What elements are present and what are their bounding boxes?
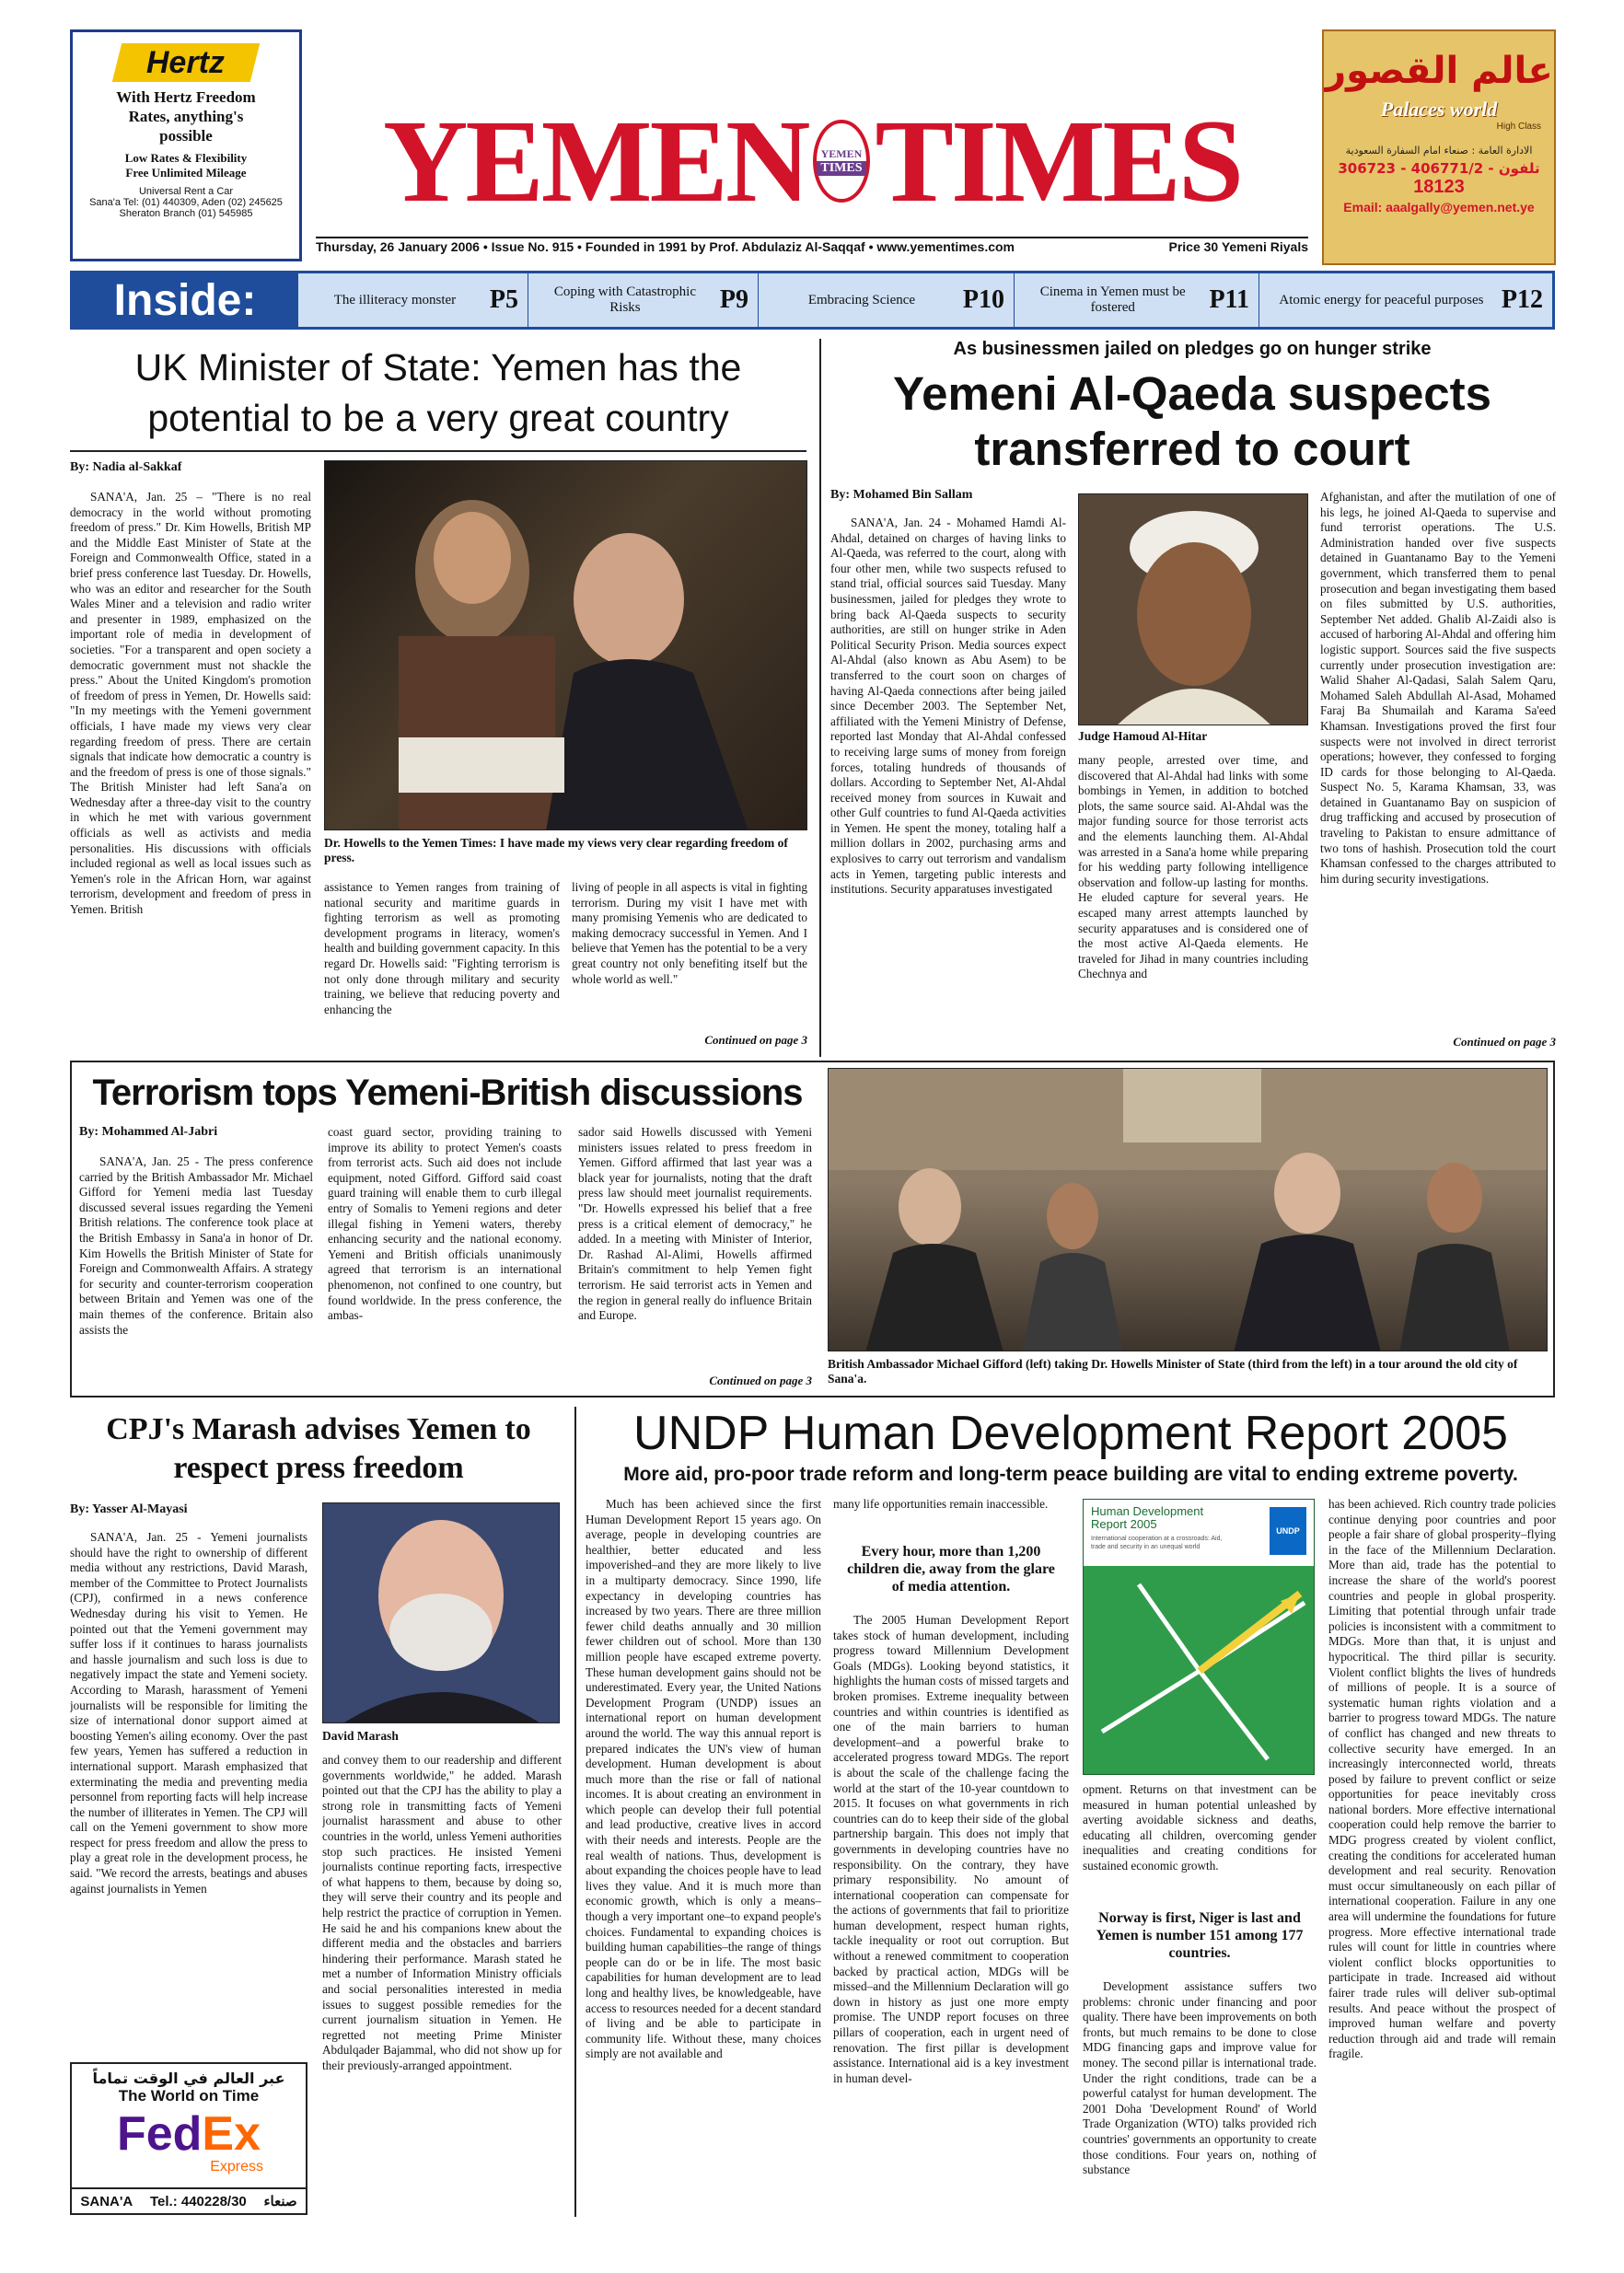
article5-col2a: many life opportunities remain inaccessible. — [833, 1497, 1049, 1511]
inside-item-label: Atomic energy for peaceful purposes — [1279, 292, 1484, 307]
article1-col3: living of people in all aspects is vital in fighting terrorism. During my visit I have met with many promising Yemenis who are dedicated to making democracy successful in Yemen. And I believe that Yemen has the potential to be a very great country not only benefiting itself but the whole world as well." — [572, 880, 807, 986]
article1-photo-image — [325, 461, 807, 830]
article2-byline: By: Mohamed Bin Sallam — [830, 488, 973, 502]
article1-col1: SANA'A, Jan. 25 – "There is no real democracy in the world without promoting freedom of press." Dr. Kim Howells, British MP and the Middle East Minister of State at the Foreign and Commonwealth Office, stated in a brief press conference last Tuesday. Dr. Howells, who was an editor and researcher for the South Wales Miner and a television and radio writer and presenter in 1989, emphasized on the important role of media in development of societies. "For a transparent and open society a democratic government must not shackle the press." About the United Kingdom's promotion of freedom of press in Yemen, Dr. Howells said: "In my meetings with the Yemeni government officials, I have made my views very clear regarding freedom of press. There are certain signals that indicate how democratic a country is and the freedom of press is one of those signals." The British Minister had left Sana'a on Wednesday after a three-day visit to the country in which he met with various government officials as well as activists and media personalities. His discussions with officials included regional as well as local issues such as Yemen's role in the African Horn, war against terrorism, development and freedom of press in Yemen. British — [70, 490, 311, 917]
hdr-cover-title: Human Development Report 2005 — [1091, 1504, 1204, 1531]
article4-caption: David Marash — [322, 1729, 399, 1743]
article3-col1: SANA'A, Jan. 25 - The press conference carried by the British Ambassador Mr. Michael Gifford for Yemeni media last Tuesday discussed several issues regarding the Yemeni British relations. The conference took place at the British Embassy in Sana'a in honor of Dr. Kim Howells the British Minister of State for Foreign and Commonwealth Affairs. A strategy for security and counter-terrorism cooperation between Britain and Yemen was one of the main themes of the conference. Britain also assists the — [79, 1154, 313, 1337]
inside-label-box — [73, 273, 297, 327]
article3-col2: coast guard sector, providing training to improve its ability to protect Yemen's coasts from terrorist acts. Such aid does not include equipment, noted Gifford. Gifford said coast guard training will enable them to curb illegal entry of Somalis to Yemeni regions and deter illegal fishing in Yemeni waters, thereby enhancing security and the national economy. Yemeni and British officials unanimously agreed that terrorism is an international phenomenon, not confined to one country, but found worldwide. In the press conference, the ambas- — [328, 1125, 562, 1323]
inside-item-label: Embracing Science — [807, 292, 916, 307]
masthead-title — [382, 92, 1242, 230]
hertz-company: Universal Rent a Car — [138, 186, 234, 197]
masthead-price: Price 30 Yemeni Riyals — [1168, 239, 1308, 254]
divider — [574, 1407, 576, 2217]
inside-item-1[interactable] — [297, 273, 528, 327]
article2-col3: Afghanistan, and after the mutilation of one of his legs, he joined Al-Qaeda to supervise and fund terrorist operations. The U.S. Administration handed over five suspects detained in Guantanamo Bay to the Yemeni government, which transferred them to penal prosecution and began investigating them based on files submitted by U.S. authorities, September Net added. Ghalib Al-Zaidi also is accused of harboring Al-Ahdal and offering him logistic support. Sources said the five suspects currently under prosecution investigation are: Walid Shaher Al-Qadasi, Salah Salem Qaru, Mohamed Saleh Abdullah Al-Asad, Mohamed Faraj Ba Shumailah and Karama Sa'eed Khamsan. Investigations proved the first four suspects were not involved in direct terrorist operations; however, they confessed to forging ID cards for those belonging to Al-Qaeda. Suspect No. 5, Karama Khamsan, 33, was detained in Guantanamo Bay on suspicion of drug trafficking and accused by prosecution of traveling to Pakistan to ensure admittance of two tons of hashish. Prosecution told the court Khamsan confessed to the charges attributed to him during security investigations. — [1320, 490, 1556, 886]
article4-photo — [322, 1502, 560, 1723]
hdr-cover-sub: International cooperation at a crossroads: Aid, trade and security in an unequal world — [1091, 1536, 1223, 1550]
inside-item-page: P10 — [962, 285, 1004, 314]
divider — [70, 450, 806, 452]
david-marash-portrait-image — [323, 1503, 560, 1723]
fedex-city: SANA'A — [80, 2193, 133, 2209]
article2-photo — [1078, 493, 1308, 725]
article5-col2b: The 2005 Human Development Report takes stock of human development, including progress toward Millennium Development Goals (MDGs). Looking beyond statistics, it highlights the human costs of missed targets and broken promises. Extreme inequality between countries and within countries is identified as one of the main barriers to human development–and a powerful brake to accelerated progress toward MDGs. The report is about the scale of the challenge facing the world at the start of the 10-year countdown to 2015. It focuses on what governments in rich countries can do to keep their side of the global partnership bargain. This does not imply that governments in developing countries have no responsibility. On the contrary, they have primary responsibility. No amount of international cooperation can compensate for the actions of governments that fail to prioritize human development, respect human rights, tackle inequality or root out corruption. But without a renewed commitment to cooperation backed by practical action, MDGs will be missed–and the Millennium Declaration will go down in history as just one more empty promise. The UNDP report focuses on three pillars of cooperation, each in urgent need of renovation. The first pillar is development assistance. International aid is a key investment in human devel- — [833, 1613, 1069, 2085]
fedex-ex: Ex — [202, 2107, 261, 2161]
judge-portrait-image — [1079, 494, 1308, 725]
hdr-cover-graphic — [1084, 1566, 1315, 1775]
hdr-cover — [1083, 1499, 1315, 1775]
seal-top: YEMEN — [820, 146, 863, 160]
article5-subhead: More aid, pro-poor trade reform and long-term peace building are vital to ending extreme poverty. — [623, 1464, 1518, 1485]
fedex-ad — [70, 2062, 307, 2215]
article4-col2: and convey them to our readership and different governments worldwide," he added. Marash pointed out that the CPJ has the ability to play a strong role in transmitting facts of Yemeni journalist harassment and abuse to other countries in the world, unless Yemeni authorities stop such practices. He insisted Yemeni journalists continue reporting facts, irrespective of what happens to them, because by doing so, they will serve their country and its people and help restrict the practice of corruption in Yemen. He said he and his companions knew about the different media and the obstacles and barriers hindering their performance. Marash stated he met a number of Information Ministry officials and social personalities interested in media issues to suggest possible remedies for the current journalism situation in Yemen. He regretted not meeting Prime Minister Abdulqader Bajammal, who did not show up for their previously-arranged appointment. — [322, 1753, 562, 2072]
inside-bar — [70, 271, 1555, 330]
old-city-tour-image — [829, 1069, 1548, 1351]
inside-item-label: The illiteracy monster — [333, 292, 457, 307]
hertz-tagline: With Hertz Freedom Rates, anything's possible — [116, 88, 256, 145]
article3-byline: By: Mohammed Al-Jabri — [79, 1125, 218, 1139]
hertz-logo: Hertz — [112, 43, 260, 82]
article5-pullquote-1: Every hour, more than 1,200 children die, away from the glare of media attention. — [847, 1544, 1055, 1595]
article5-headline: UNDP Human Development Report 2005 — [633, 1407, 1508, 1460]
inside-item-page: P12 — [1501, 285, 1543, 314]
palaces-quality: High Class — [1496, 122, 1541, 132]
masthead-seal — [813, 120, 869, 203]
masthead-yemen: YEMEN — [382, 95, 808, 226]
article5-col3: opment. Returns on that investment can be measured in human potential unleashed by averting avoidable sickness and deaths, educating all children, overcoming gender inequalities and creating conditions for sustained economic growth. — [1083, 1782, 1317, 1873]
palaces-email: Email: aaalgally@yemen.net.ye — [1343, 200, 1535, 215]
article2-caption: Judge Hamoud Al-Hitar — [1078, 729, 1208, 743]
inside-label: Inside: — [113, 275, 257, 325]
palaces-phones: 306723 - 406771/2 - تلفون — [1338, 160, 1540, 177]
article2-col2: many people, arrested over time, and discovered that Al-Ahdal had links with some bombings in Yemen, in addition to botched plots, the same source said. Al-Ahdal was the major funding source for those terrorist acts and the elements launching them. Al-Ahdal was arrested in a Sana'a home while preparing for his wedding party following intelligence observation and follow-up lasting for months. He eluded capture for several years. He escaped many arrest attempts launched by security apparatuses and is considered one of the most active Al-Qaeda elements. He traveled for Jihad in many countries including Chechnya and — [1078, 753, 1308, 981]
article2-kicker: As businessmen jailed on pledges go on hunger strike — [953, 339, 1432, 359]
inside-item-page: P11 — [1209, 285, 1249, 314]
article1-continued[interactable]: Continued on page 3 — [704, 1033, 807, 1047]
article3-caption: British Ambassador Michael Gifford (left) taking Dr. Howells Minister of State (third from the left) in a tour around the old city of Sana'a. — [828, 1357, 1518, 1386]
inside-item-label: Coping with Catastrophic Risks — [553, 284, 697, 315]
article1-headline: UK Minister of State: Yemen has the potential to be a very great country — [134, 346, 742, 439]
fedex-contact — [72, 2187, 306, 2213]
fedex-express: Express — [210, 2159, 263, 2174]
article3-headline: Terrorism tops Yemeni-British discussions — [92, 1073, 803, 1113]
fedex-city-ar: صنعاء — [263, 2194, 297, 2209]
article5-col1: Much has been achieved since the first Human Development Report 15 years ago. On average, people in developing countries are healthier, better educated and less impoverished–and they are more likely to live in a multiparty democracy. Since 1990, life expectancy in developing countries has increased by two years. There are three million fewer child deaths annually and 30 million fewer children out of school. More than 130 million people have escaped extreme poverty. These human development gains should not be underestimated. Every year, the United Nations Development Program (UNDP) issues an international report on human development around the world. The way this annual report is prepared indicates the UN's view of human development. Human development is about much more than the rise or fall of national incomes. It is about creating an environment in which people can develop their full potential and lead productive, creative lives in accord with their needs and interests. People are the real wealth of nations. Thus, development is about expanding the choices people have to lead lives they value. And it is much more than economic growth, which is only a means–though a very important one–to expand people's choices. Fundamental to expanding choices is building human capabilities–the range of things people can do or be in life. The most basic capabilities for human development are to lead long and healthy lives, be knowledgeable, have access to resources needed for a decent standard of living and be able to participate in community life. Without these, many choices simply are not available and — [586, 1497, 821, 2061]
hertz-ad — [70, 29, 302, 261]
article3-continued[interactable]: Continued on page 3 — [709, 1374, 812, 1387]
inside-item-2[interactable] — [528, 273, 758, 327]
divider — [819, 339, 821, 1057]
palaces-arabic-title: عالم القصور — [1325, 50, 1553, 92]
article3-photo — [828, 1068, 1548, 1351]
seal-bottom: TIMES — [817, 161, 865, 176]
inside-item-page: P5 — [489, 285, 518, 314]
hertz-features: Low Rates & Flexibility Free Unlimited Mileage — [124, 151, 248, 180]
fedex-slogan: The World on Time — [118, 2087, 260, 2105]
palaces-arabic-line: الادارة العامة : صنعاء امام السفارة السعودية — [1345, 145, 1533, 157]
hertz-contacts: Sana'a Tel: (01) 440309, Aden (02) 245625 — [89, 197, 283, 208]
article1-caption: Dr. Howells to the Yemen Times: I have made my views very clear regarding freedom of press. — [324, 836, 788, 864]
palaces-number: 18123 — [1413, 177, 1465, 197]
article4-headline: CPJ's Marash advises Yemen to respect press freedom — [106, 1412, 531, 1485]
article1-col2: assistance to Yemen ranges from training of national security and maritime guards in fighting terrorism as well as promoting development programs in literacy, women's health and building government capacity. In this regard Dr. Howells said: "Fighting terrorism is not only done through military and security training, we believe that reducing poverty and enhancing the — [324, 880, 560, 1016]
fedex-fed: Fed — [116, 2107, 203, 2161]
article5-pullquote-2: Norway is first, Niger is last and Yemen is number 151 among 177 countries. — [1096, 1910, 1304, 1961]
article4-byline: By: Yasser Al-Mayasi — [70, 1502, 188, 1516]
inside-item-page: P9 — [719, 285, 748, 314]
article3-col3: sador said Howells discussed with Yemeni ministers issues related to press freedom in Yemen. Gifford affirmed that last year was a black year for journalists, noting that the draft press law should meet journalist requirements. "Dr. Howells expressed his belief that a free press is a critical element of democracy," he added. In a meeting with Minister of Interior, Dr. Rashad Al-Alimi, Howells affirmed Britain's commitment to help Yemen fight terrorism. He said terrorist acts in Yemen and the region in general really do influence Britain and Europe. — [578, 1125, 812, 1323]
fedex-arabic: عبر العالم في الوقت تماماً — [92, 2070, 285, 2087]
article1-photo — [324, 460, 807, 830]
inside-item-4[interactable] — [1014, 273, 1259, 327]
inside-item-label: Cinema in Yemen must be fostered — [1039, 284, 1186, 315]
palaces-ad — [1322, 29, 1556, 265]
undp-logo: UNDP — [1270, 1507, 1306, 1555]
masthead-dateline-bar — [316, 237, 1308, 255]
article2-headline: Yemeni Al-Qaeda suspects transferred to court — [892, 367, 1492, 475]
article5-col3b: Development assistance suffers two problems: chronic under financing and poor quality. There have been improvements on both fronts, but much remains to be done to close MDG financing gaps and improve value for money. The second pillar is international trade. Under the right conditions, trade can be a powerful catalyst for human development. The 2001 Doha 'Development Round' of World Trade Organization (WTO) talks provided rich countries' governments an opportunity to create those conditions. Four years on, nothing of substance — [1083, 1979, 1317, 2177]
palaces-subtitle: Palaces world — [1380, 98, 1498, 121]
inside-item-5[interactable] — [1259, 273, 1552, 327]
article2-col1: SANA'A, Jan. 24 - Mohamed Hamdi Al-Ahdal, detained on charges of having links to Al-Qaeda, was referred to the court, along with four other men, while two suspects refused to stand trial, official sources said Tuesday. Many businessmen, jailed for pledges they wrote to bring back Al-Qaeda suspects to security authorities, are still on hunger strike in Aden Political Security Prison. Media sources expect Al-Ahdal (also known as Abu Asem) to be transferred to the court soon on charges of having Al-Qaeda connections after being jailed since December 2003. The September Net, affiliated with the Yemeni Ministry of Defense, reported last Monday that Al-Ahdal confessed to receiving large sums of money from foreign forces, totaling hundreds of thousands of dollars. According to September Net, Al-Ahdal received money from sources in Kuwait and other Gulf countries to fund Al-Qaeda activities in Yemen. He spent the money, totaling half a million dollars in 2002, purchasing arms and explosives to carry out terrorism and vandalism acts in Yemen, targeting public interests and institutions. Security apparatuses investigated — [830, 516, 1066, 897]
hdr-cover-top — [1084, 1500, 1314, 1566]
article1-byline: By: Nadia al-Sakkaf — [70, 460, 182, 474]
fedex-tel: Tel.: 440228/30 — [149, 2193, 247, 2209]
masthead-times: TIMES — [875, 95, 1242, 226]
article4-col1: SANA'A, Jan. 25 - Yemeni journalists should have the right to ownership of different media without any restrictions, David Marash, member of the Committee to Protect Journalists (CPJ), confirmed in a news conference Wednesday during his visit to Yemen. He pointed out that the Yemeni government may suffer loss if it continues to harass journalists and hassle journalism and such loss is due to negatively impact the state and Yemeni society. According to Marash, harassment of Yemeni journalists will be responsible for limiting the size of international donor support aimed at boosting Yemen's ailing economy. Over the past few years, Yemen has suffered a reduction in international support. Marash emphasized that exterminating the media and preventing media personnel from reporting facts will help increase the number of illiterates in Yemen. The CPJ will call on the Yemeni government to show more respect for press freedom and allow the press to play a great role in the development process, he said. "We record the arrests, beatings and abuses against journalists in Yemen — [70, 1530, 307, 1896]
article5-col4: has been achieved. Rich country trade policies continue denying poor countries and poor people a fair share of global prosperity–flying in the face of the Millennium Declaration. More than aid, trade has the potential to increase the share of the world's poorest countries and people in global prosperity. Limiting that potential through unfair trade policies is inconsistent with a commitment to MDGs. More than that, it is unjust and hypocritical. The third pillar is security. Violent conflict blights the lives of hundreds of millions of people. It is a source of systematic human rights violation and a barrier to progress toward MDGs. The nature of conflict has changed and new threats to collective security have emerged. In an increasingly interconnected world, threats posed by failure to prevent conflict or seize opportunities for peace inevitably cross national borders. More effective international cooperation could help remove the barrier to MDG progress created by violent conflict, creating the conditions for accelerated human development and real security. Renovation must occur simultaneously on each pillar of international cooperation. Failure in any one area will undermine the foundations for future progress. More effective international trade rules will count for little in countries where violent conflict blocks opportunities to participate in trade. Increased aid without fairer trade rules will deliver sub-optimal results. And peace without the prospect of improved human welfare and poverty reduction through aid and trade will remain fragile. — [1328, 1497, 1556, 2061]
hertz-branch: Sheraton Branch (01) 545985 — [119, 208, 253, 219]
inside-item-3[interactable] — [758, 273, 1014, 327]
fedex-logo — [72, 2109, 306, 2159]
masthead-dateline: Thursday, 26 January 2006 • Issue No. 915 • Founded in 1991 by Prof. Abdulaziz Al-Saqqaf • www.yementimes.com — [316, 239, 1015, 254]
article2-continued[interactable]: Continued on page 3 — [1453, 1035, 1556, 1049]
